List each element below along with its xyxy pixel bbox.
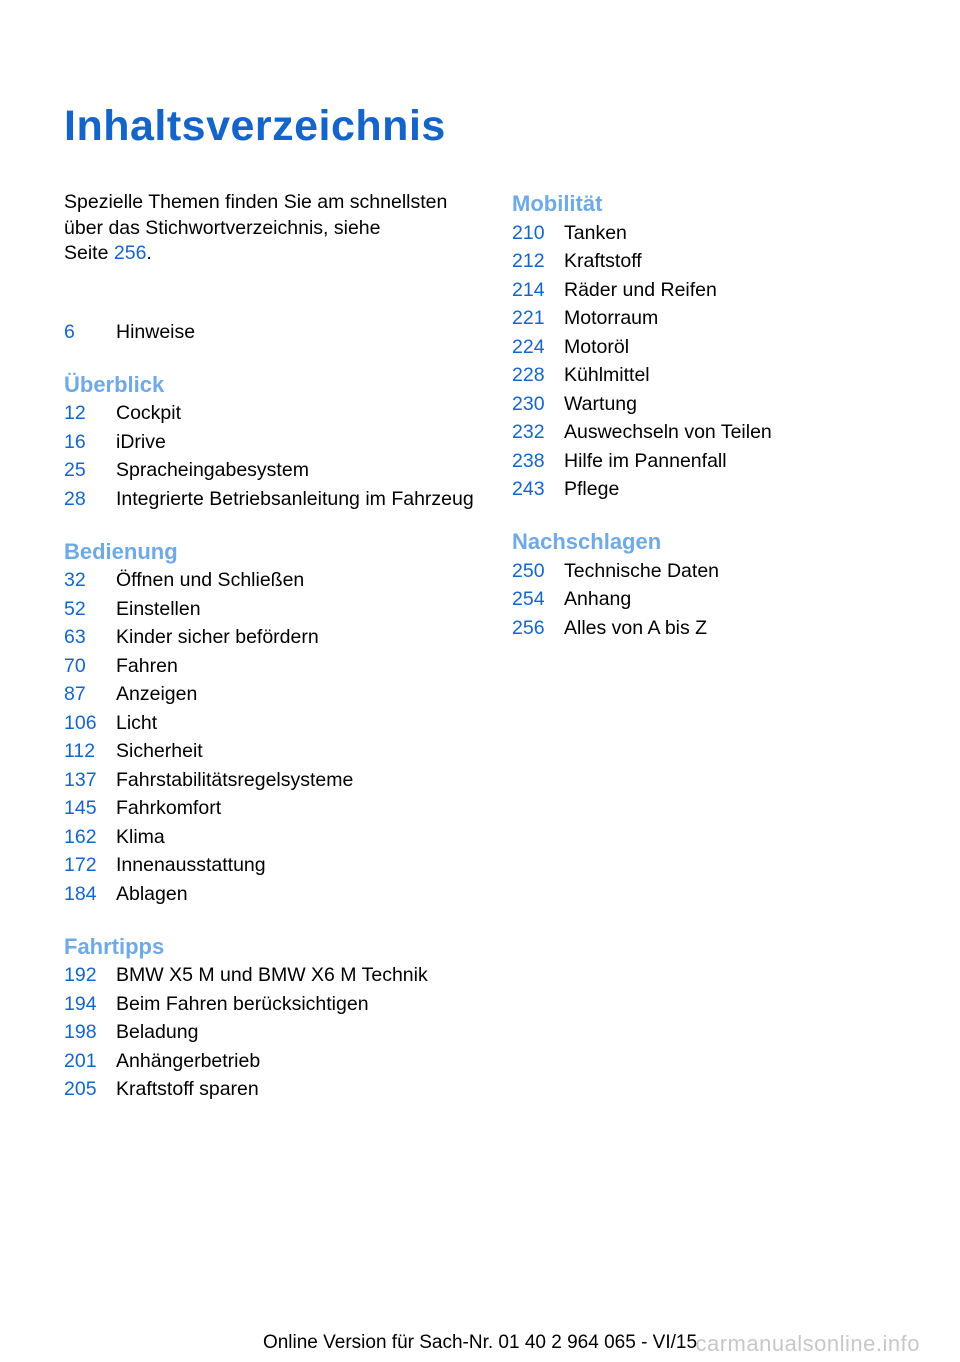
toc-page-number[interactable]: 243 [512,478,545,500]
toc-entry[interactable] [64,457,484,486]
toc-entry-label: Kinder sicher befördern [116,626,319,648]
toc-section-ueberblick [64,370,484,514]
toc-section-fahrtipps [64,932,484,1105]
section-heading: Überblick [64,371,165,397]
toc-page-number[interactable]: 52 [64,597,86,620]
toc-entry-label: Hilfe im Pannenfall [564,449,727,472]
toc-entry-label: Sicherheit [116,740,203,762]
toc-page-number[interactable]: 212 [512,250,545,272]
toc-page-number[interactable]: 32 [64,569,86,591]
toc-entry[interactable] [512,333,932,362]
toc-entry[interactable] [64,880,484,909]
footer-text: Online Version für Sach-Nr. 01 40 2 964 065 - VI/15 [262,1332,698,1353]
toc-entry-label: Motoröl [564,335,630,358]
toc-entry-label: Anhang [564,588,632,610]
toc-page-number[interactable]: 6 [64,320,75,343]
toc-entry[interactable] [64,652,484,681]
toc-entry-label: Motorraum [564,307,659,329]
toc-page-number[interactable]: 256 [512,616,545,639]
toc-entry-label: Technische Daten [564,559,720,582]
toc-entry-label: Räder und Reifen [564,278,717,301]
toc-entry-label: Innenausstattung [116,854,266,876]
page-title: Inhaltsverzeichnis [64,102,446,150]
toc-entry[interactable] [64,1047,484,1076]
toc-entry[interactable] [64,595,484,624]
toc-entry[interactable] [512,419,932,448]
toc-entry-label: Spracheingabesystem [116,459,309,481]
toc-entry-label: Tanken [564,221,627,244]
toc-entry-label: Alles von A bis Z [564,616,708,639]
toc-entry[interactable] [512,305,932,334]
toc-page-number[interactable]: 162 [64,825,97,848]
toc-page-number[interactable]: 205 [64,1078,97,1100]
toc-page-number[interactable]: 254 [512,588,545,610]
toc-entry[interactable] [64,428,484,457]
toc-entry-label: BMW X5 M und BMW X6 M Technik [116,964,428,986]
toc-left-column [64,318,484,1104]
toc-entry-label: Cockpit [116,402,182,424]
toc-entry[interactable] [512,390,932,419]
toc-entry-label: Beladung [116,1021,199,1043]
intro-text [64,190,484,267]
toc-entry[interactable] [64,709,484,738]
toc-page-number[interactable]: 145 [64,797,97,819]
toc-entry-label: Fahren [116,654,178,677]
toc-page-number[interactable]: 214 [512,278,545,301]
toc-page-number[interactable]: 230 [512,392,545,415]
toc-entry-label: Auswechseln von Teilen [564,421,772,443]
toc-entry[interactable] [512,614,932,643]
toc-entry-label: iDrive [116,430,166,453]
toc-page-number[interactable]: 238 [512,449,545,472]
toc-page-number[interactable]: 192 [64,964,97,986]
index-page-link[interactable]: 256 [113,242,147,264]
toc-entry-label: Anhängerbetrieb [116,1049,261,1072]
intro-line-2: über das Stichwortverzeichnis, siehe [64,216,381,239]
toc-entry-label: Fahrstabilitätsregelsysteme [116,768,354,791]
toc-entry-label: Beim Fahren berücksichtigen [116,992,369,1015]
section-heading: Fahrtipps [64,933,165,959]
toc-page-number[interactable]: 12 [64,402,86,424]
intro-line-3-prefix: Seite [64,242,109,264]
toc-page-number[interactable]: 112 [64,740,96,762]
toc-entry-label: Fahrkomfort [116,797,222,819]
toc-page-number[interactable]: 70 [64,654,86,677]
toc-entry[interactable] [64,681,484,710]
toc-section-bedienung [64,537,484,909]
toc-entry[interactable] [512,248,932,277]
toc-entry[interactable] [64,1076,484,1105]
toc-entry[interactable] [512,447,932,476]
toc-entry-label: Öffnen und Schließen [116,569,305,591]
toc-entry[interactable] [64,823,484,852]
toc-entry[interactable] [64,738,484,767]
toc-page-number[interactable]: 198 [64,1021,97,1043]
section-heading: Bedienung [64,538,178,564]
toc-page-number[interactable]: 87 [64,683,86,705]
toc-entry[interactable] [64,795,484,824]
toc-page-number[interactable]: 63 [64,626,86,648]
toc-page-number[interactable]: 232 [512,421,545,443]
toc-page-number[interactable]: 28 [64,487,86,510]
toc-entry-label: Licht [116,711,158,734]
toc-page-number[interactable]: 221 [512,307,545,329]
toc-entry-label: Hinweise [116,320,196,343]
toc-entry-label: Kraftstoff sparen [116,1078,259,1100]
toc-entry-label: Ablagen [116,882,188,905]
toc-entry[interactable] [512,557,932,586]
toc-entry[interactable] [512,219,932,248]
toc-page-number[interactable]: 210 [512,221,545,244]
intro-line-3-suffix: . [146,242,152,264]
toc-entry-label: Anzeigen [116,683,198,705]
toc-entry[interactable] [64,990,484,1019]
toc-entry[interactable] [64,485,484,514]
toc-page-number[interactable]: 224 [512,335,545,358]
toc-page-number[interactable]: 194 [64,992,97,1015]
toc-page-number[interactable]: 250 [512,559,545,582]
toc-right-column [512,189,932,643]
toc-entry[interactable] [64,318,484,347]
toc-entry[interactable] [64,1019,484,1048]
toc-entry[interactable] [512,362,932,391]
watermark: carmanualsonline.info [695,1331,920,1356]
toc-entry[interactable] [64,962,484,991]
toc-entry[interactable] [64,624,484,653]
toc-page-number[interactable]: 201 [64,1049,97,1072]
toc-entry[interactable] [64,852,484,881]
section-heading: Mobilität [512,191,603,216]
toc-page-number[interactable]: 172 [64,854,97,876]
intro-line-1: Spezielle Themen finden Sie am schnellsten [64,191,448,213]
toc-page-number[interactable]: 106 [64,711,97,734]
section-heading: Nachschlagen [512,529,662,554]
toc-entry-label: Pflege [564,478,620,500]
toc-section-intro [64,318,484,347]
toc-page-number[interactable]: 25 [64,459,86,481]
toc-entry-label: Integrierte Betriebsanleitung im Fahrzeug [116,487,474,510]
toc-page-number[interactable]: 228 [512,364,545,386]
toc-entry[interactable] [64,567,484,596]
toc-section-mobilitaet [512,189,932,504]
toc-entry-label: Klima [116,825,165,848]
toc-entry[interactable] [512,476,932,505]
toc-page-number[interactable]: 184 [64,882,97,905]
toc-entry-label: Wartung [564,392,637,415]
toc-entry-label: Kühlmittel [564,364,650,386]
toc-page-number[interactable]: 16 [64,430,86,453]
toc-section-nachschlagen [512,527,932,643]
toc-entry-label: Kraftstoff [564,250,642,272]
toc-entry-label: Einstellen [116,597,201,620]
toc-entry[interactable] [512,276,932,305]
toc-page-number[interactable]: 137 [64,768,97,791]
toc-entry[interactable] [512,586,932,615]
toc-entry[interactable] [64,400,484,429]
toc-entry[interactable] [64,766,484,795]
